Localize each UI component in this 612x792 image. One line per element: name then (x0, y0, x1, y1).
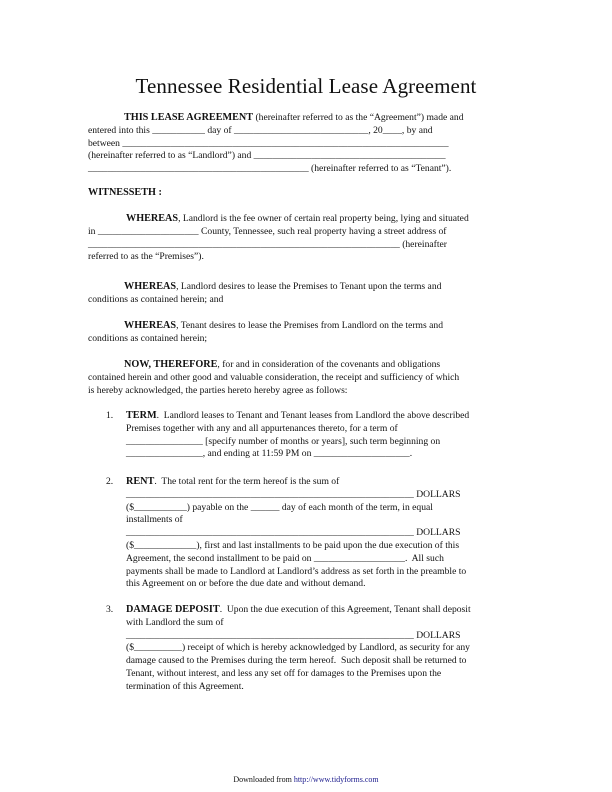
clause-line: ($___________) payable on the ______ day of each month of the term, in equal (126, 501, 433, 513)
whereas-paragraph-2 (88, 281, 441, 307)
clause-number: 2. (106, 476, 114, 487)
clause-heading: DAMAGE DEPOSIT (126, 604, 220, 615)
intro-lead-rest: (hereinafter referred to as the “Agreement”) made and (253, 112, 464, 123)
clause-number: 1. (106, 410, 114, 421)
clause-line: ($_____________), first and last installments to be paid upon the due execution of this (126, 539, 460, 551)
document-title: Tennessee Residential Lease Agreement (135, 74, 477, 98)
clause-text: . Upon the due execution of this Agreement, Tenant shall deposit (219, 604, 471, 615)
clause-heading: TERM (126, 410, 157, 421)
clause-text: . Landlord leases to Tenant and Tenant leases from Landlord the above described (156, 410, 470, 421)
whereas-label: WHEREAS (124, 320, 177, 331)
clause-line: payments shall be made to Landlord at Landlord’s address as set forth in the preamble to (126, 565, 467, 577)
clause-line: Premises together with any and all appurtenances thereto, for a term of (126, 422, 398, 434)
clause-line: ____________________________________________________________ DOLLARS (126, 527, 461, 539)
whereas-label: WHEREAS (124, 281, 177, 292)
clause-line: with Landlord the sum of (126, 616, 224, 628)
now-therefore-line: is hereby acknowledged, the parties hereto hereby agree as follows: (88, 384, 348, 396)
whereas-paragraph-3 (88, 320, 443, 346)
now-therefore-line: contained herein and other good and valuable consideration, the receipt and sufficiency of which (88, 371, 460, 383)
whereas-line: in _____________________ County, Tennessee, such real property having a street address of (88, 225, 447, 237)
whereas-text: , Landlord is the fee owner of certain real property being, lying and situated (178, 213, 469, 224)
clause-line: ________________ [specify number of months or years], such term beginning on (126, 435, 441, 447)
clause-number: 3. (106, 604, 114, 615)
whereas-paragraph-1 (88, 213, 469, 264)
now-therefore-text: , for and in consideration of the covenants and obligations (217, 359, 441, 370)
clause-line: installments of (126, 514, 183, 526)
clause-line: ________________, and ending at 11:59 PM on ____________________. (126, 448, 413, 460)
clause-damage-deposit (126, 604, 471, 694)
whereas-label: WHEREAS (126, 213, 179, 224)
intro-line: (hereinafter referred to as “Landlord”) and ________________________________________ (88, 150, 446, 162)
clause-line: termination of this Agreement. (126, 680, 244, 692)
download-footer (0, 775, 612, 784)
intro-line: ______________________________________________ (hereinafter referred to as “Tenant”). (88, 163, 452, 175)
whereas-line: _________________________________________________________________ (hereinafter (88, 238, 447, 250)
intro-line: between ____________________________________________________________________ (88, 137, 449, 149)
clause-line: damage caused to the Premises during the term hereof. Such deposit shall be returned to (126, 655, 467, 667)
whereas-text: , Tenant desires to lease the Premises from Landlord on the terms and (176, 320, 443, 331)
clause-text: . The total rent for the term hereof is the sum of (154, 476, 340, 487)
whereas-text: , Landlord desires to lease the Premises to Tenant upon the terms and (176, 281, 442, 292)
clause-line: ____________________________________________________________ DOLLARS (126, 629, 461, 641)
clause-line: Agreement, the second installment to be paid on ___________________. All such (126, 552, 444, 564)
whereas-line: conditions as contained herein; and (88, 293, 224, 305)
now-therefore-paragraph (88, 359, 459, 397)
clause-line: this Agreement on or before the due date and without demand. (126, 578, 366, 590)
witnesseth-heading: WITNESSETH : (88, 187, 162, 198)
clause-heading: RENT (126, 476, 155, 487)
now-therefore-label: NOW, THEREFORE (124, 359, 218, 370)
clause-line: ($__________) receipt of which is hereby acknowledged by Landlord, as security for any (126, 642, 470, 654)
intro-paragraph (88, 112, 464, 176)
clause-rent (126, 476, 466, 591)
footer-link[interactable]: http://www.tidyforms.com (293, 775, 379, 784)
whereas-line: conditions as contained herein; (88, 332, 208, 344)
whereas-line: referred to as the “Premises”). (88, 251, 204, 263)
intro-line: entered into this ___________ day of ____________________________, 20____, by and (88, 124, 433, 136)
clause-line: ____________________________________________________________ DOLLARS (126, 488, 461, 500)
intro-lead: THIS LEASE AGREEMENT (124, 112, 254, 123)
clause-line: Tenant, without interest, and less any set off for damages to the Premises upon the (126, 667, 442, 679)
footer-prefix: Downloaded from (233, 775, 294, 784)
clause-term (126, 410, 469, 461)
